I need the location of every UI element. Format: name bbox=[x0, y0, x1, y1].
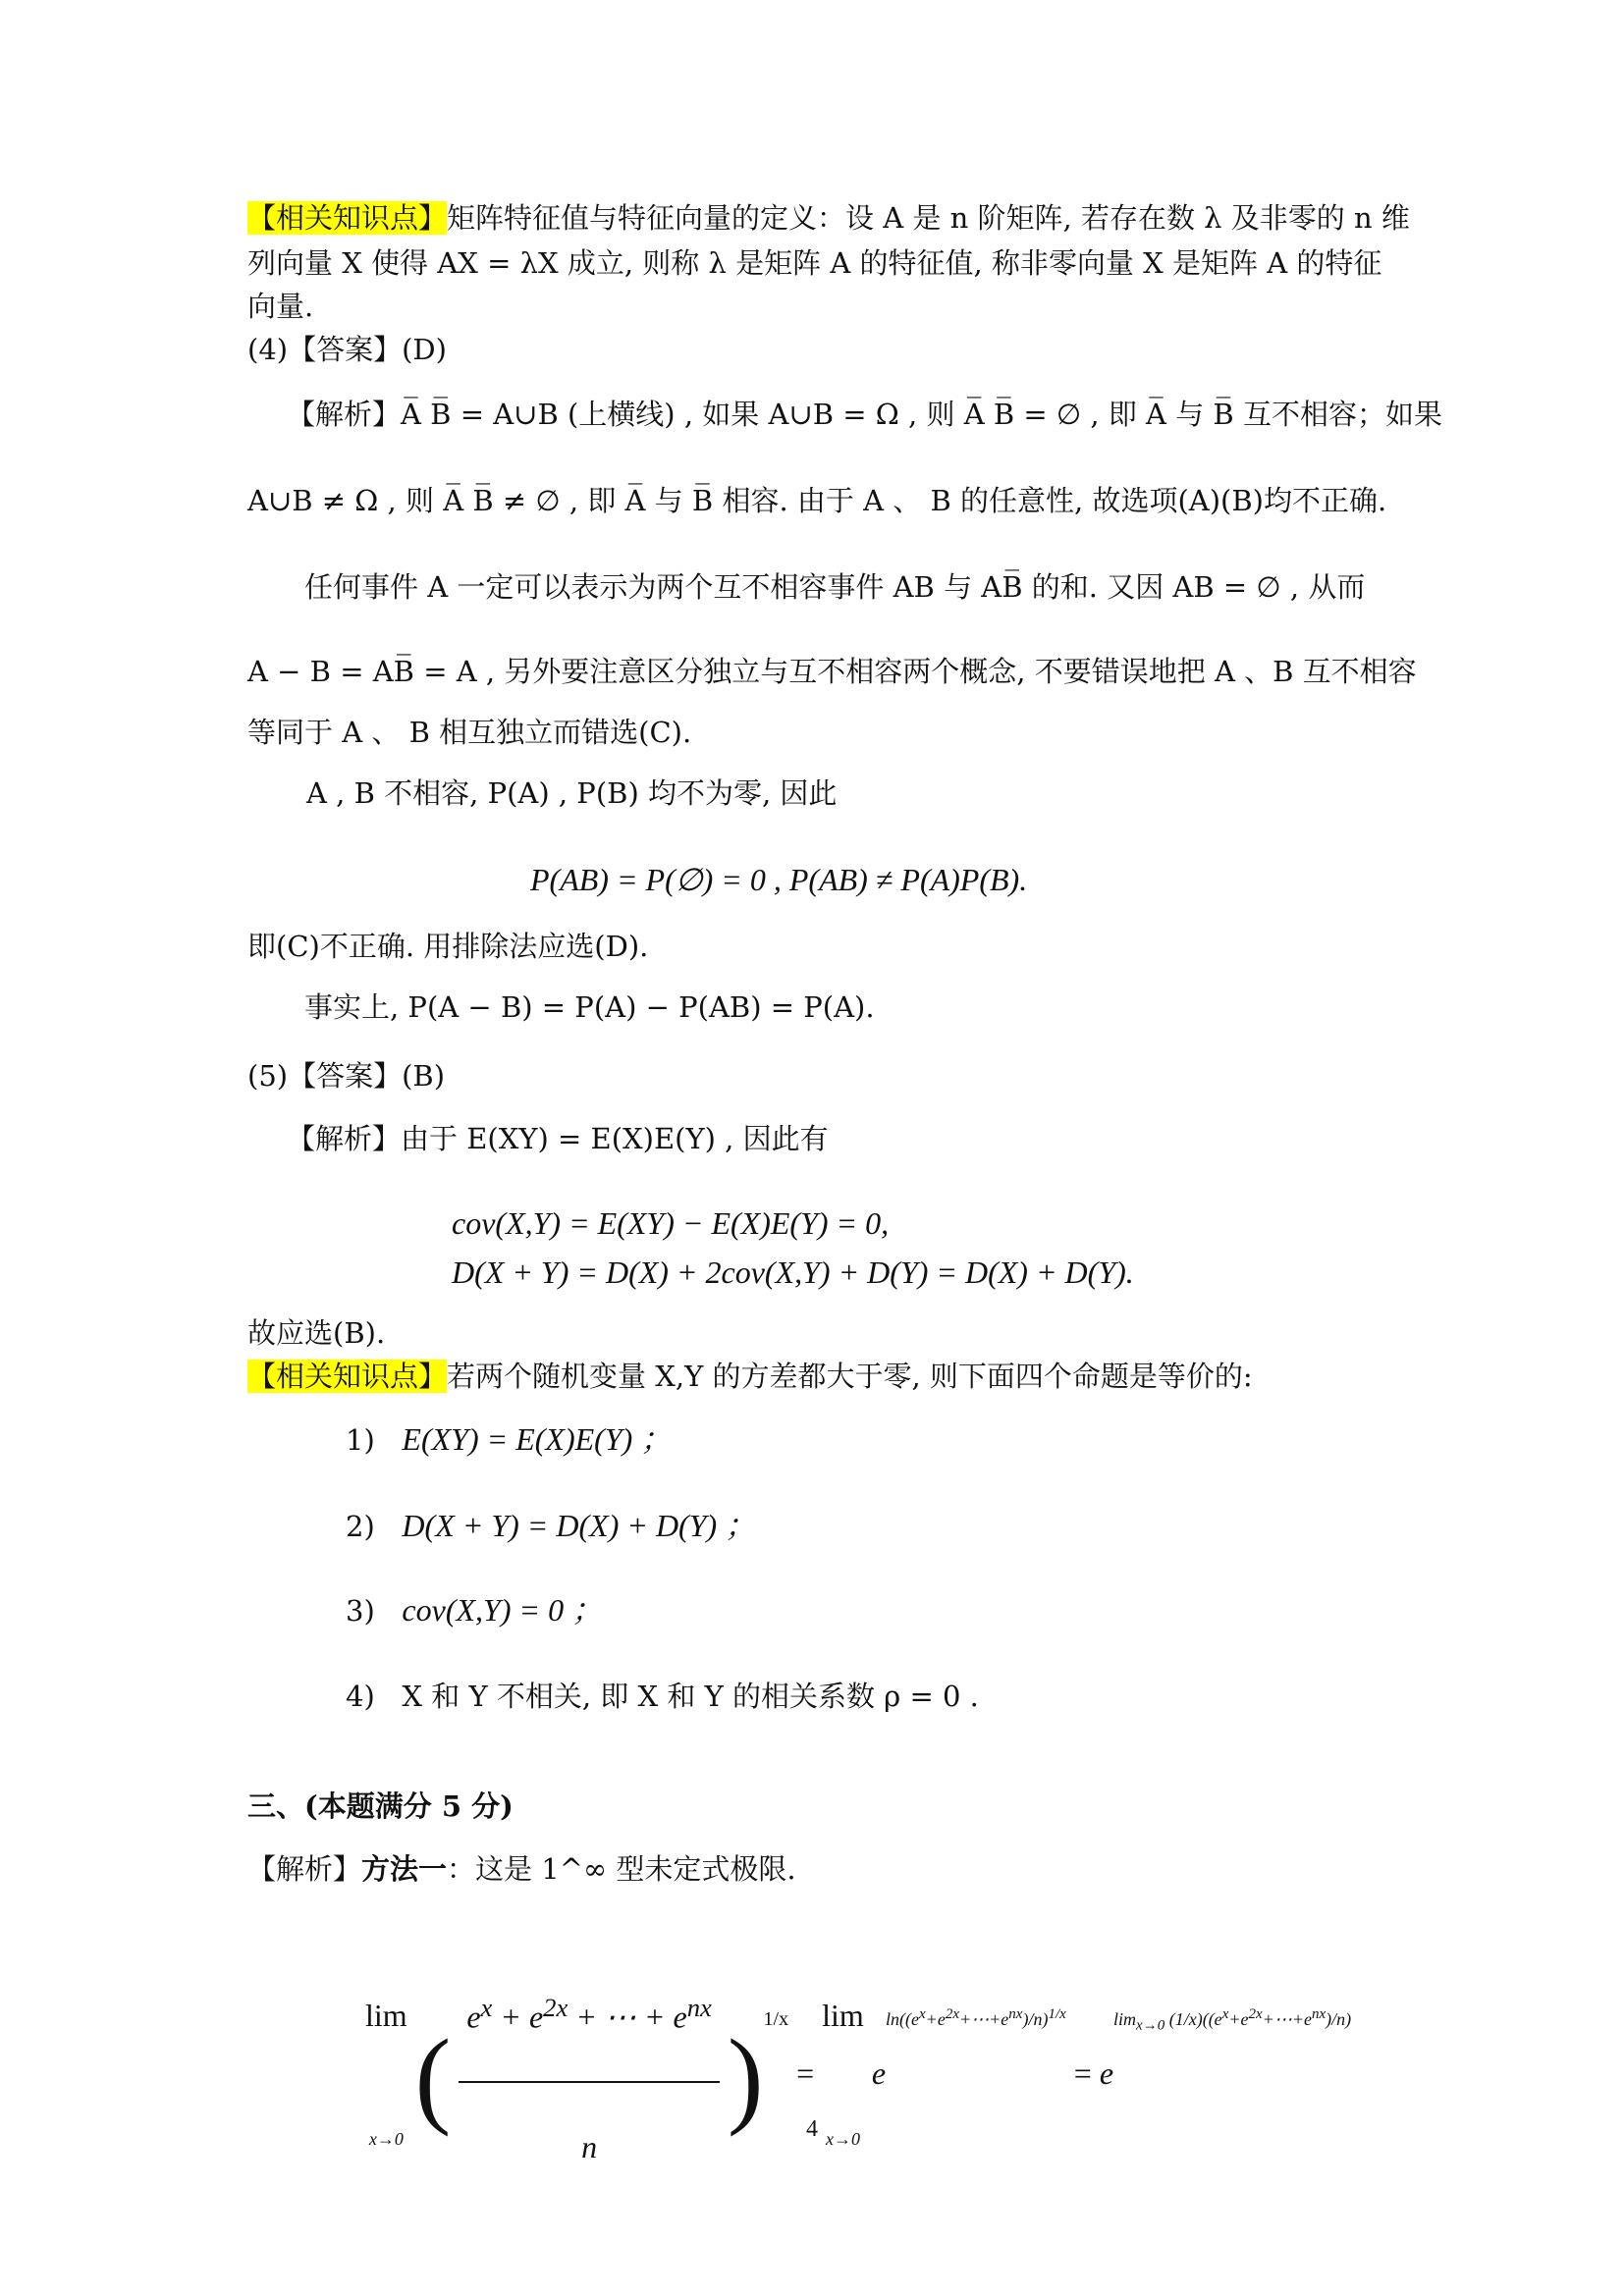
kp2-text: 若两个随机变量 X,Y 的方差都大于零, 则下面四个命题是等价的: bbox=[447, 1360, 1253, 1393]
q4-equation: P(AB) = P(∅) = 0 , P(AB) ≠ P(A)P(B). bbox=[530, 862, 1028, 897]
q5-line-2: 故应选(B). bbox=[247, 1316, 386, 1350]
equiv-item-2 bbox=[346, 1506, 756, 1546]
lim-1: lim x→0 bbox=[365, 1997, 407, 2149]
equiv-item-2-text: D(X + Y) = D(X) + D(Y) ； bbox=[402, 1508, 757, 1543]
q5-l1-text: 由于 E(XY) = E(X)E(Y) , 因此有 bbox=[401, 1122, 829, 1155]
knowledge-point-line-2: 列向量 X 使得 AX = λX 成立, 则称 λ 是矩阵 A 的特征值, 称非零向量 X 是矩阵 A 的特征 bbox=[247, 246, 1382, 280]
q4-line-3: 任何事件 A 一定可以表示为两个互不相容事件 AB 与 AB̅ 的和. 又因 AB = ∅ , 从而 bbox=[304, 570, 1366, 604]
equiv-item-4-text: X 和 Y 不相关, 即 X 和 Y 的相关系数 ρ = 0 . bbox=[402, 1680, 979, 1713]
q4-line-8: 即(C)不正确. 用排除法应选(D). bbox=[247, 930, 649, 963]
equiv-item-3 bbox=[346, 1590, 603, 1630]
equiv-item-1 bbox=[346, 1419, 672, 1460]
page-number: 4 bbox=[806, 2116, 818, 2142]
equiv-item-3-num: 3) bbox=[346, 1594, 375, 1628]
section-3-line-1 bbox=[247, 1849, 796, 1889]
equiv-item-4-num: 4) bbox=[346, 1680, 375, 1713]
sec3-method: 方法一 bbox=[361, 1852, 448, 1886]
q5-line-1 bbox=[287, 1119, 829, 1158]
lim-2: lim x→0 bbox=[822, 1997, 864, 2149]
equiv-item-3-text: cov(X,Y) = 0 ； bbox=[402, 1592, 604, 1628]
knowledge-point-line-1 bbox=[247, 198, 1410, 238]
q4-line-5: 等同于 A 、 B 相互独立而错选(C). bbox=[247, 716, 692, 749]
equiv-item-2-num: 2) bbox=[346, 1510, 375, 1543]
q4-jiexi-label: 【解析】 bbox=[287, 398, 402, 431]
q5-jiexi-label: 【解析】 bbox=[287, 1122, 402, 1155]
kp1-line1: 矩阵特征值与特征向量的定义：设 A 是 n 阶矩阵, 若存在数 λ 及非零的 n 维 bbox=[447, 201, 1410, 235]
q5-equation-1: cov(X,Y) = E(XY) − E(X)E(Y) = 0, bbox=[452, 1205, 890, 1241]
q5-equation-2: D(X + Y) = D(X) + 2cov(X,Y) + D(Y) = D(X) + D(Y). bbox=[452, 1255, 1134, 1290]
q4-line-4: A − B = AB̅ = A , 另外要注意区分独立与互不相容两个概念, 不要错误地把 A 、B 互不相容 bbox=[247, 655, 1417, 688]
knowledge-point-label: 【相关知识点】 bbox=[247, 201, 448, 235]
equiv-item-1-num: 1) bbox=[346, 1423, 375, 1457]
q4-line-1 bbox=[287, 395, 1442, 434]
sec3-text: ：这是 1^∞ 型未定式极限. bbox=[447, 1852, 796, 1886]
sec3-jiexi-label: 【解析】 bbox=[247, 1852, 362, 1886]
knowledge-point-2 bbox=[247, 1357, 1253, 1396]
q4-l1-text: A̅ B̅ = A∪B (上横线) , 如果 A∪B = Ω , 则 A̅ B̅ = ∅ , 即 A̅ 与 B̅ 互不相容；如果 bbox=[401, 398, 1442, 431]
frac-1: $\frac{e^x + e^{2x} + \cdots + e^{nx}}{n}$ bbox=[459, 1944, 720, 2211]
knowledge-point-line-3: 向量. bbox=[247, 290, 314, 323]
equiv-item-1-text: E(XY) = E(X)E(Y) ； bbox=[402, 1421, 673, 1457]
q4-line-6: A , B 不相容, P(A) , P(B) 均不为零, 因此 bbox=[306, 776, 838, 810]
q4-line-9: 事实上, P(A − B) = P(A) − P(AB) = P(A). bbox=[304, 990, 875, 1024]
knowledge-point-label-2: 【相关知识点】 bbox=[247, 1360, 448, 1393]
q4-answer: (4)【答案】(D) bbox=[247, 333, 447, 366]
q4-line-2: A∪B ≠ Ω , 则 A̅ B̅ ≠ ∅ , 即 A̅ 与 B̅ 相容. 由于 A 、 B 的任意性, 故选项(A)(B)均不正确. bbox=[247, 484, 1387, 517]
equiv-item-4 bbox=[346, 1677, 979, 1716]
limit-formula: lim x→0 ( $\frac{e^x + e^{2x} + \cdots + e^{nx}}{n}$ )$^{1/x}$ = lim x→0 $e^{ln((e^x+e^{2x}+\cdots+e^{nx})/n)^{1/x}} = e^{lim_{x\to 0} (1/x)((e^x+e^{2x}+\cdots+e^{nx})/n)}$ bbox=[365, 1944, 1351, 2071]
q5-answer: (5)【答案】(B) bbox=[247, 1059, 446, 1093]
section-3-heading: 三、(本题满分 5 分) bbox=[247, 1789, 514, 1823]
